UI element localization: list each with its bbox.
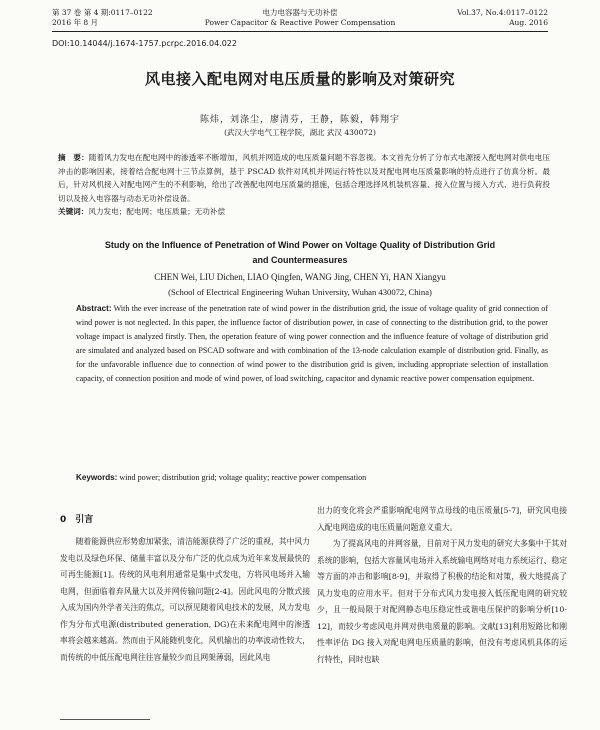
body-column-right bbox=[317, 503, 567, 668]
abstract-cn-label: 摘 要： bbox=[58, 153, 89, 162]
title-en bbox=[60, 238, 540, 268]
keywords-en-label: Keywords: bbox=[76, 473, 118, 482]
abstract-cn-text: 随着风力发电在配电网中的渗透率不断增加，风机并网造成的电压质量问题不容忽视。本文首先分析了分布式电源接入配电网对供电电压冲击的影响因素，接着结合配电网十三节点算例，基于 PSCAD 软件对风机并网运行特性以及对配电网电压质量影响的特点进行了仿真分析。最后，针对风机接入对配电网产生的不利影响，给出了改善配电网电压质量的措施，包括合理选择风机装机容量、接入位置与接入方式、进行负荷投切以及接入电容器与动态无功补偿设备。 bbox=[58, 153, 551, 203]
header-right bbox=[457, 8, 548, 28]
abstract-en bbox=[76, 302, 548, 385]
abstract-en-text: With the ever increase of the penetration rate of wind power in the distribution grid, the issue of voltage quality of grid connection of wind power is not neglected. In this paper, the influence factor of distribution power, in case of connecting to the distribution grid, to the power voltage impact is analyzed firstly. Then, the operation feature of wing power connection and the influence feature of voltage of distribution grid are simulated and analyzed based on PSCAD software and with combination of the 13-node calculation example of distribution grid. Finally, as for the unfavorable influence due to connection of wind power to the distribution grid is given, including appropriate selection of installation capacity, of connection position and mode of wind power, of load switching, capacitor and dynamic reactive power compensation equipment. bbox=[76, 304, 548, 383]
affiliation-cn: (武汉大学电气工程学院，湖北 武汉 430072) bbox=[224, 128, 376, 137]
journal-name-cn: 电力电容器与无功补偿 bbox=[262, 8, 338, 17]
authors-en: CHEN Wei, LIU Dichen, LIAO Qingfen, WANG Jing, CHEN Yi, HAN Xiangyu bbox=[154, 272, 446, 282]
abstract-cn bbox=[58, 151, 550, 205]
journal-volume-issue: 第 37 卷 第 4 期:0117–0122 bbox=[52, 8, 153, 17]
section-heading-introduction: 0 引言 bbox=[60, 515, 94, 525]
keywords-cn-text: 风力发电；配电网；电压质量；无功补偿 bbox=[88, 207, 226, 216]
abstract-en-label: Abstract: bbox=[76, 304, 112, 313]
journal-name-en: Power Capacitor & Reactive Power Compensation bbox=[204, 18, 396, 27]
title-en-line1: Study on the Influence of Penetration of Wind Power on Voltage Quality of Distribution Grid bbox=[104, 240, 496, 250]
header-rule bbox=[52, 31, 548, 32]
keywords-en bbox=[76, 472, 548, 484]
journal-volume-en: Vol.37, No.4:0117–0122 bbox=[457, 8, 548, 17]
keywords-cn bbox=[58, 206, 550, 218]
body-column-left bbox=[60, 534, 310, 666]
keywords-en-text: wind power; distribution grid; voltage quality; reactive power compensation bbox=[117, 473, 367, 482]
keywords-cn-label: 关键词： bbox=[58, 207, 89, 216]
affiliation-en: (School of Electrical Engineering Wuhan University, Wuhan 430072, China) bbox=[168, 287, 432, 297]
journal-date-cn: 2016 年 8 月 bbox=[52, 18, 99, 27]
intro-paragraph-1-continued: 出力的变化将会严重影响配电网节点母线的电压质量[5-7]，研究风电接入配电网造成的电压质量问题意义重大。 bbox=[317, 506, 567, 532]
footnote-rule bbox=[60, 719, 150, 720]
title-cn: 风电接入配电网对电压质量的影响及对策研究 bbox=[144, 70, 455, 88]
intro-paragraph-1: 随着能源供应形势愈加紧张，清洁能源获得了广泛的重视，其中风力发电以及绿色环保、储量丰富以及分布广泛的优点成为近年来发展最快的可再生能源[1]。传统的风电利用通常是集中式发电，方将风电场并入输电网，但面临着弃风量大以及并网传输问题[2-4]。因此风电的分散式接入成为国内外学者关注的焦点，可以预见随着风电技术的发展，风力发电作为分布式电源(distributed generation, DG)在未来配电网中的渗透率将会越来越高。然而由于风能随机变化，风机输出的功率波动性较大，而传统的中低压配电网往往容量较少而且网架薄弱，因此风电 bbox=[60, 537, 310, 662]
authors-cn: 陈炜，刘涤尘，廖清芬，王静，陈毅，韩翔宇 bbox=[199, 115, 400, 125]
intro-paragraph-2: 为了提高风电的并网容量，目前对于风力发电的研究大多集中于其对系统的影响，包括大容量风电场并入系统输电网络对电力系统运行、稳定等方面的冲击和影响[8-9]，并取得了积极的结论和对策，极大地提高了风力发电的应用水平。但对于分布式风力发电接入低压配电网的研究较少，且一般局限于对配网静态电压稳定性或谐电压保护的影响分析[10-12]，而较少考虑风电并网对供电质量的影响。文献[13]利用短路比和刚性率评估 DG 接入对配电网电压质量的影响，但没有考虑风机具体的运行特性，同时也缺 bbox=[317, 539, 567, 664]
title-en-line2: and Countermeasures bbox=[252, 255, 348, 265]
journal-date-en: Aug. 2016 bbox=[509, 18, 548, 27]
doi: DOI:10.14044/j.1674-1757.pcrpc.2016.04.022 bbox=[52, 39, 237, 48]
